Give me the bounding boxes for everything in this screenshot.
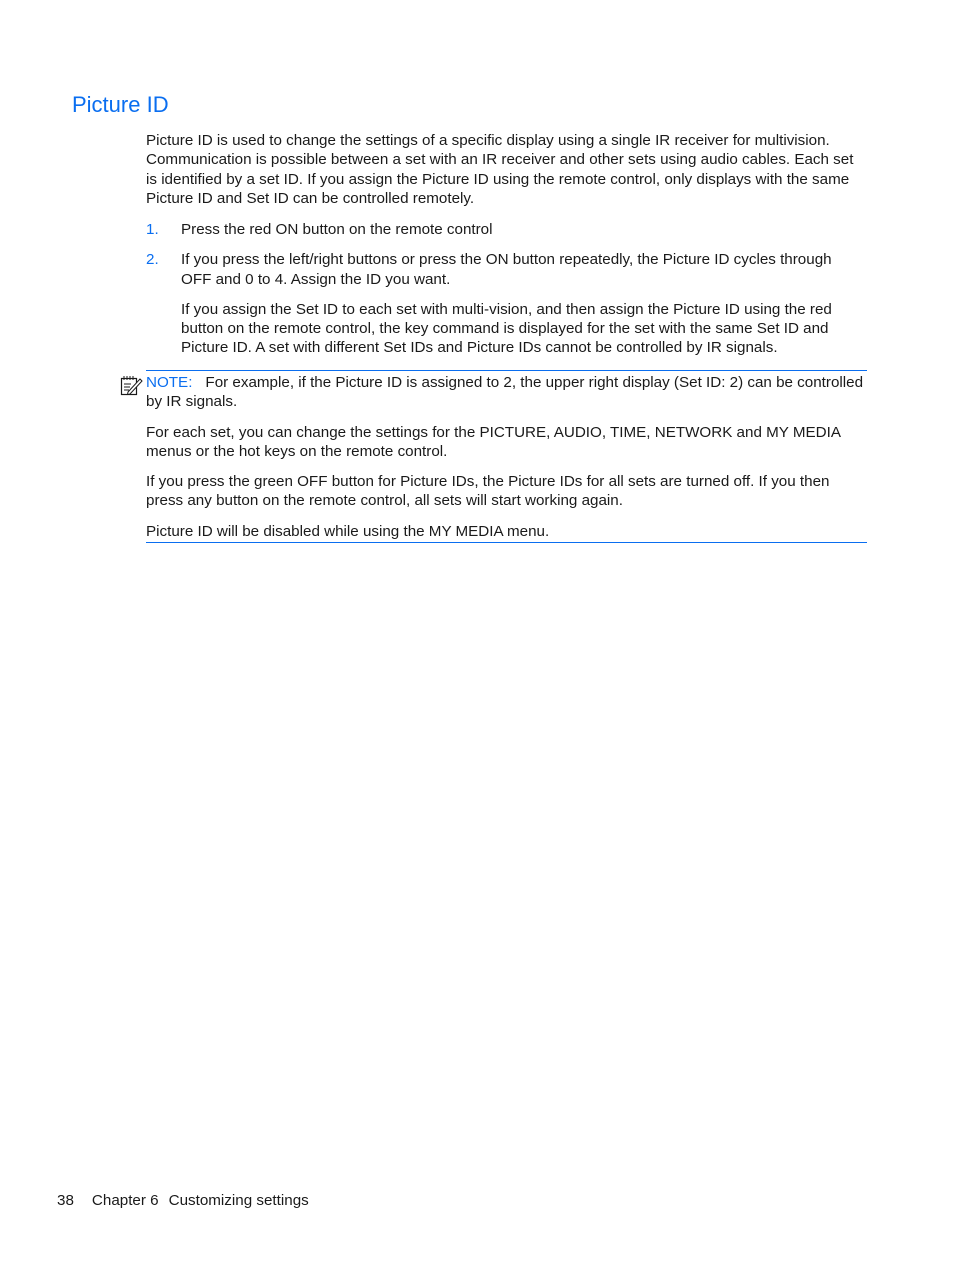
- note-icon: [119, 373, 143, 397]
- step-text: If you press the left/right buttons or press the ON button repeatedly, the Picture ID cycles through OFF and 0 to 4. Assign the ID you want.: [181, 251, 832, 288]
- note-paragraph: If you press the green OFF button for Picture IDs, the Picture IDs for all sets are turned off. If you then press any button on the remote control, all sets will start working again.: [146, 473, 830, 510]
- footer-section: Customizing settings: [168, 1192, 309, 1209]
- intro-paragraph: Picture ID is used to change the settings of a specific display using a single IR receiver for multivision. Communication is possible between a set with an IR receiver and other sets using audio cables. Each set is identified by a set ID. If you assign the Picture ID using the remote control, only displays with the same Picture ID and Set ID can be controlled remotely.: [146, 132, 854, 207]
- page-number: 38: [57, 1192, 74, 1209]
- note-text: For example, if the Picture ID is assigned to 2, the upper right display (Set ID: 2) can be controlled by IR signals.: [146, 374, 864, 411]
- step-number: 2.: [146, 251, 159, 269]
- note-label: NOTE:: [146, 374, 193, 391]
- step-text: Press the red ON button on the remote control: [181, 221, 493, 238]
- note-paragraph: Picture ID will be disabled while using the MY MEDIA menu.: [146, 522, 550, 540]
- list-item: [146, 220, 862, 239]
- note-paragraph: For each set, you can change the settings for the PICTURE, AUDIO, TIME, NETWORK and MY MEDIA menus or the hot keys on the remote control.: [146, 423, 841, 460]
- step-subparagraph: If you assign the Set ID to each set with multi-vision, and then assign the Picture ID using the red button on the remote control, the key command is displayed for the set with the same Set ID and Picture ID. A set with different Set IDs and Picture IDs cannot be controlled by IR signals.: [181, 300, 832, 357]
- list-item: [146, 250, 862, 357]
- note-first-paragraph: [146, 373, 867, 412]
- steps-list: [146, 220, 862, 369]
- footer-chapter: Chapter 6: [91, 1192, 159, 1209]
- page-title: Picture ID: [72, 92, 169, 117]
- page-footer: [57, 1191, 309, 1210]
- step-number: 1.: [146, 221, 159, 238]
- note-box: [146, 370, 867, 543]
